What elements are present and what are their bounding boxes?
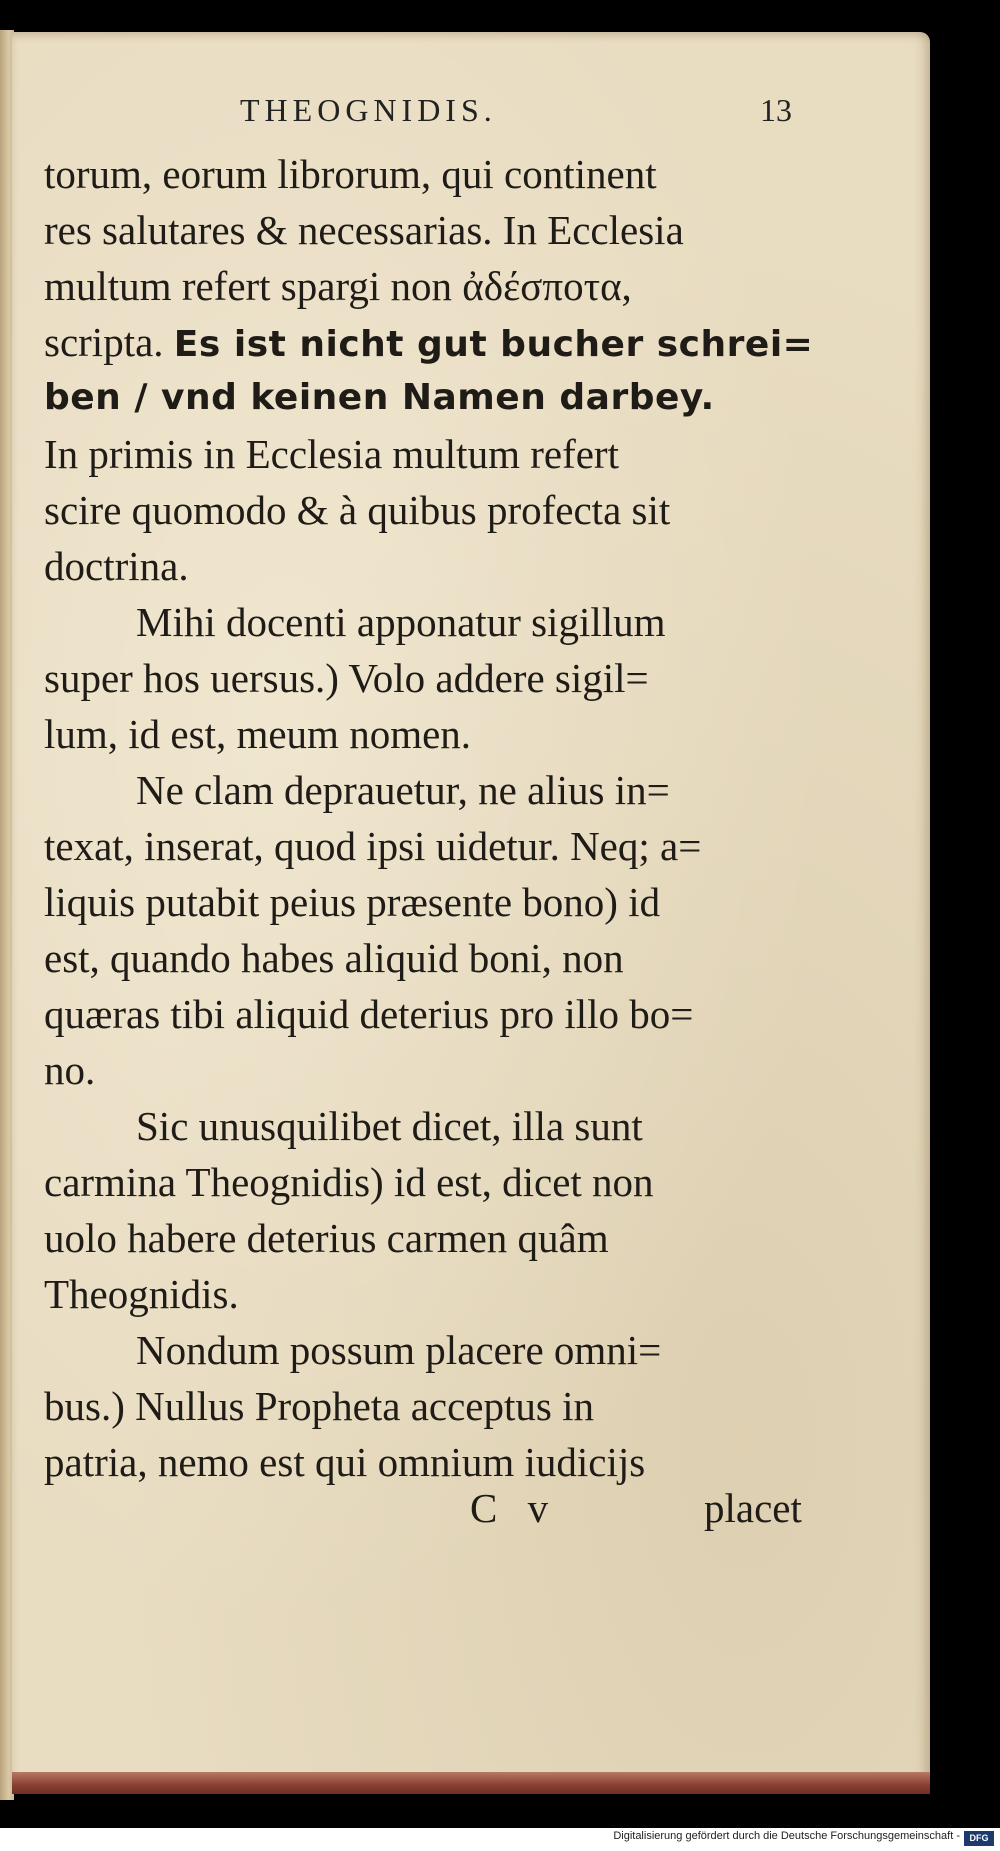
paragraph-start-line: Ne clam deprauetur, ne alius in= <box>136 767 670 813</box>
text-line <box>44 314 824 370</box>
german-blackletter-line: ben / vnd keinen Namen darbey. <box>44 377 715 418</box>
funding-credit: Digitalisierung gefördert durch die Deutsche Forschungsgemeinschaft - <box>613 1830 960 1842</box>
text-line: liquis putabit peius præsente bono) id <box>44 879 661 925</box>
dfg-logo: DFG <box>964 1831 994 1846</box>
text-line: doctrina. <box>44 543 189 589</box>
text-line: est, quando habes aliquid boni, non <box>44 935 624 981</box>
text-line: Theognidis. <box>44 1271 239 1317</box>
text-line: lum, id est, meum nomen. <box>44 711 472 757</box>
running-title: THEOGNIDIS. <box>240 92 497 128</box>
text-line: In primis in Ecclesia multum refert <box>44 431 619 477</box>
digitization-footer <box>0 1828 1000 1851</box>
text-line: carmina Theognidis) id est, dicet non <box>44 1159 654 1205</box>
signature-mark: C v <box>470 1485 559 1531</box>
paragraph-start-line: Sic unusquilibet dicet, illa sunt <box>136 1103 643 1149</box>
text-line: res salutares & necessarias. In Ecclesia <box>44 207 684 253</box>
paragraph-start-line: Nondum possum placere omni= <box>136 1327 662 1373</box>
body-text <box>44 146 824 1490</box>
text-line: no. <box>44 1047 96 1093</box>
text-line: torum, eorum librorum, qui continent <box>44 151 657 197</box>
latin-text: scripta. <box>44 319 164 365</box>
page-number: 13 <box>760 92 792 128</box>
text-line: uolo habere deterius carmen quâm <box>44 1215 609 1261</box>
paragraph-start-line: Mihi docenti apponatur sigillum <box>136 599 666 645</box>
page-bottom-edge <box>12 1772 930 1794</box>
text-line: multum refert spargi non ἀδέσποτα, <box>44 263 632 309</box>
catchword: placet <box>704 1485 802 1531</box>
text-line: scire quomodo & à quibus profecta sit <box>44 487 671 533</box>
text-line: quæras tibi aliquid deterius pro illo bo= <box>44 991 694 1037</box>
text-line: texat, inserat, quod ipsi uidetur. Neq; a= <box>44 823 702 869</box>
page-header <box>240 92 800 142</box>
text-line: bus.) Nullus Propheta acceptus in <box>44 1383 594 1429</box>
text-line: patria, nemo est qui omnium iudicijs <box>44 1439 646 1485</box>
german-blackletter-text: Es ist nicht gut bucher schrei= <box>173 324 814 365</box>
text-line: super hos uersus.) Volo addere sigil= <box>44 655 649 701</box>
